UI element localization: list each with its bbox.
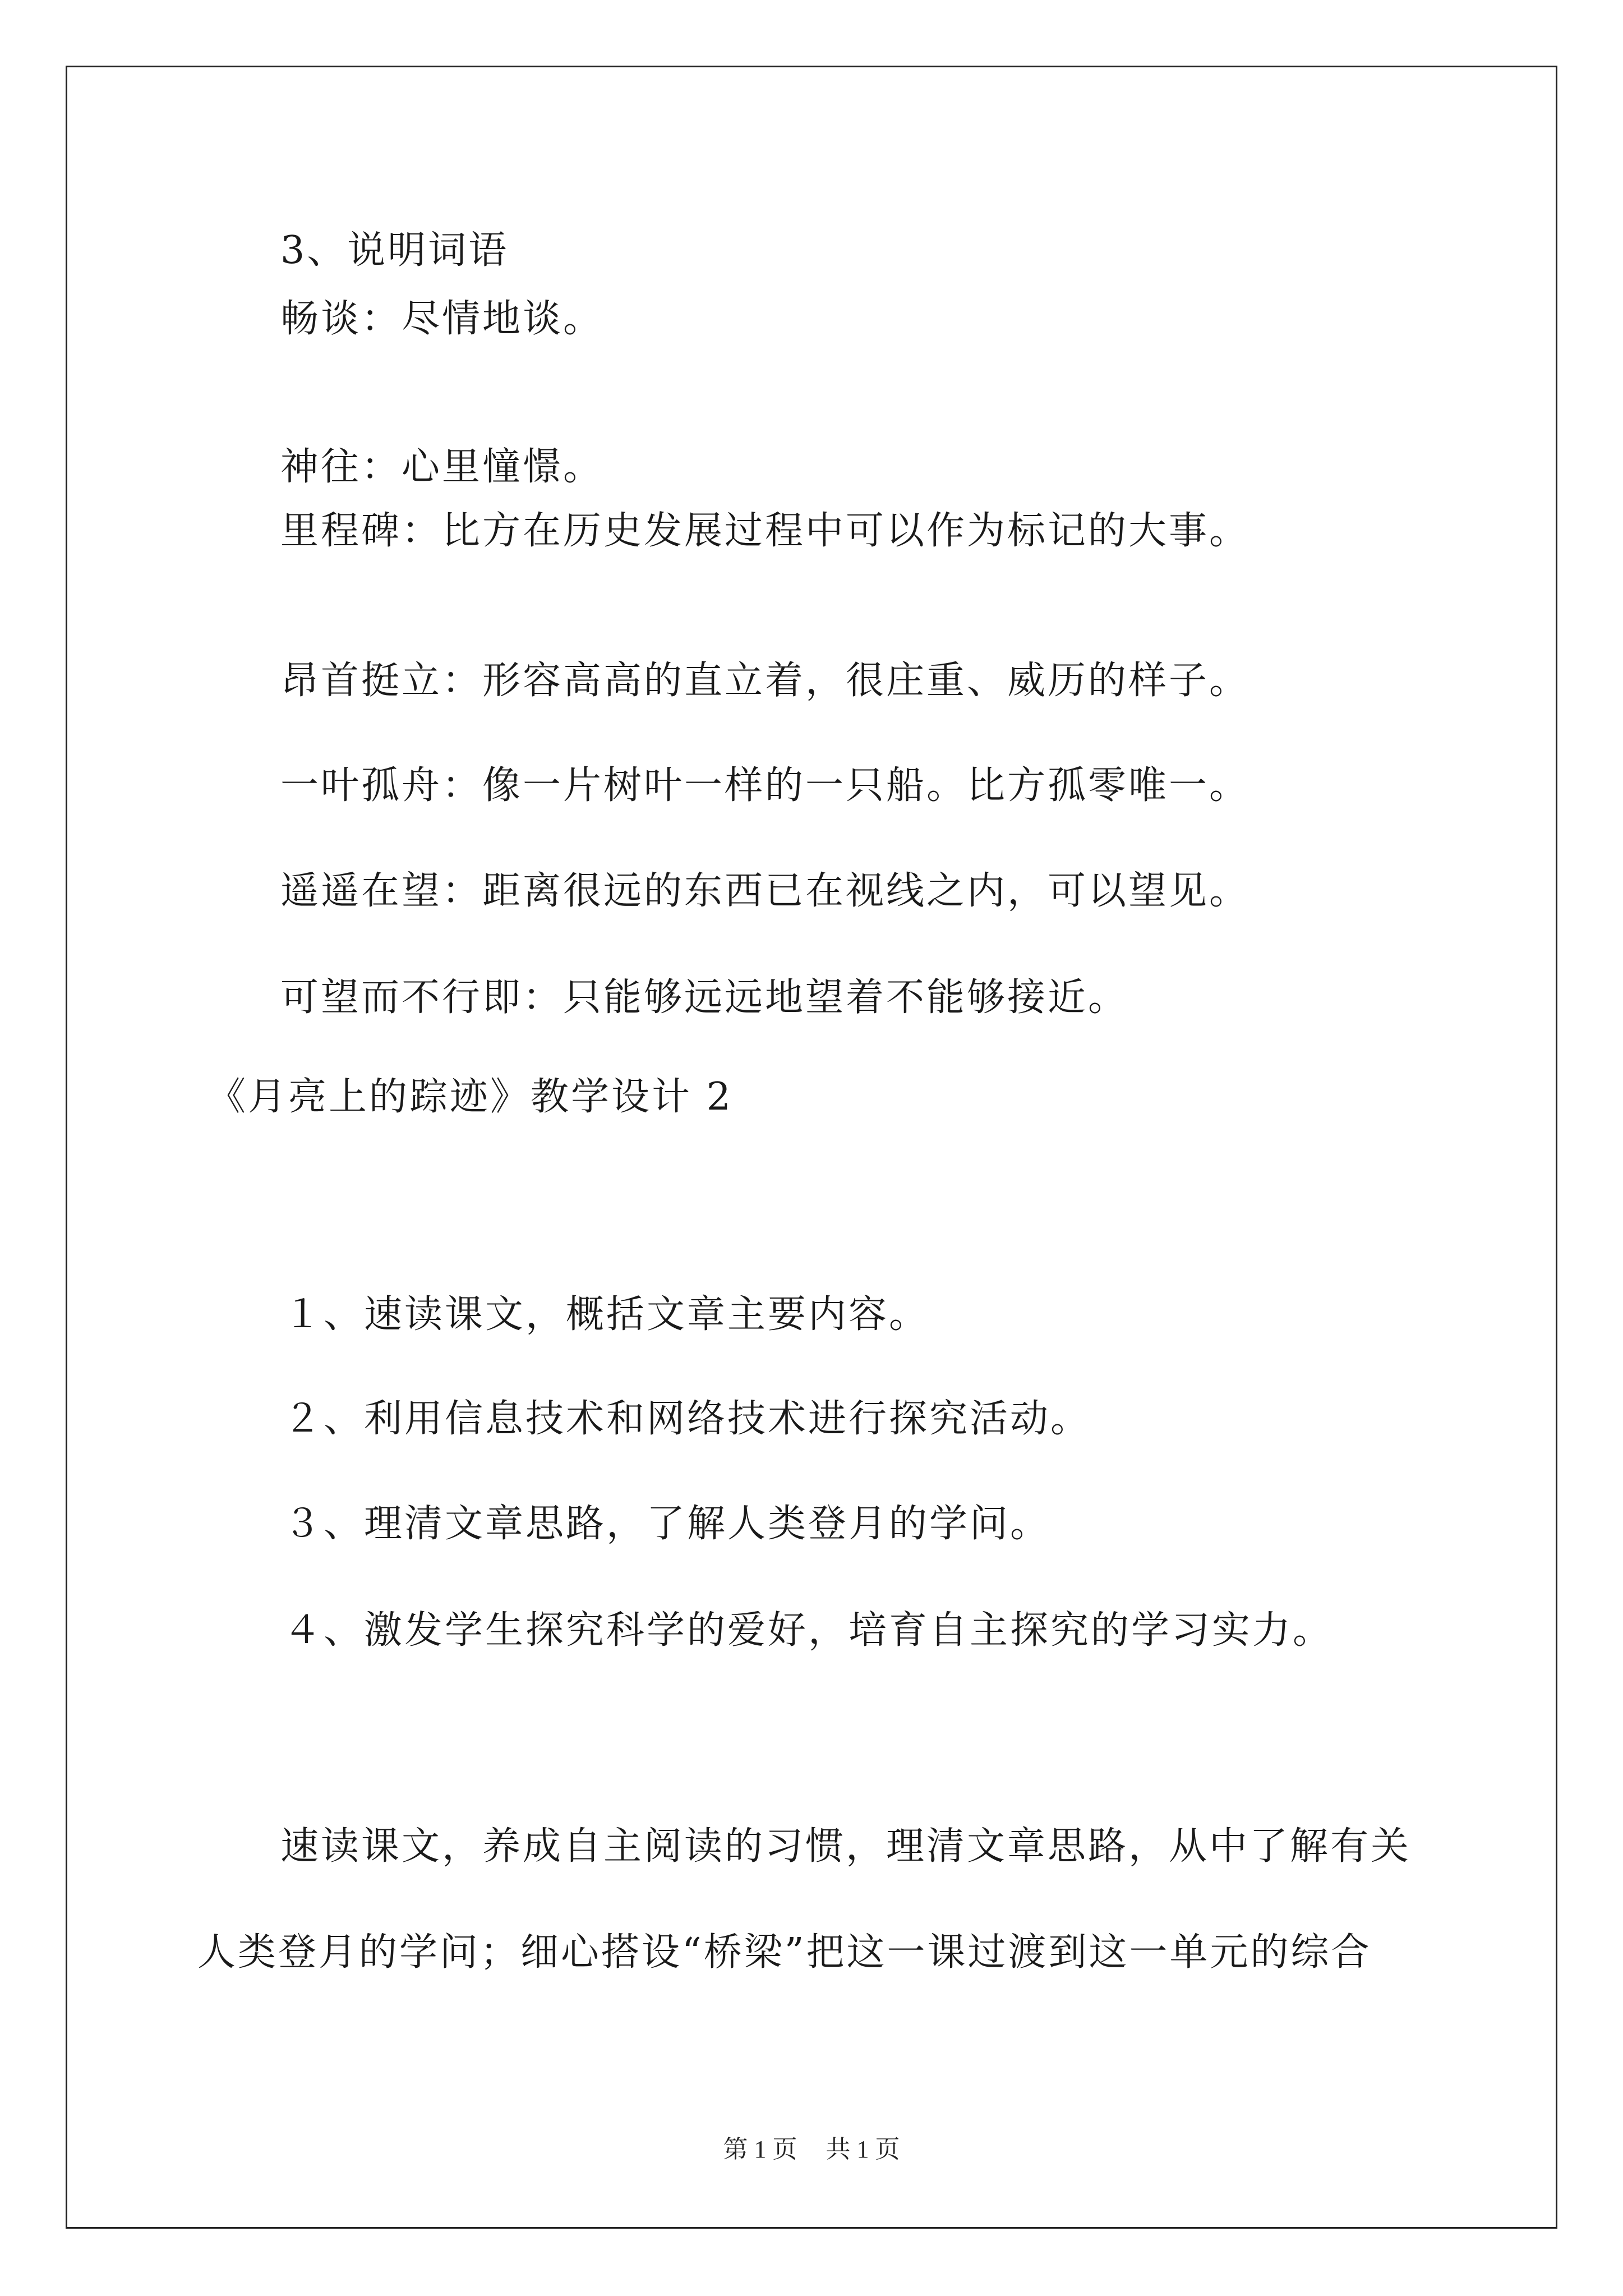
term-section-title: 3、说明词语 (280, 228, 509, 273)
term-angshou: 昂首挺立：形容高高的直立着，很庄重、威历的样子。 (280, 659, 1250, 703)
term-lichengbei: 里程碑：比方在历史发展过程中可以作为标记的大事。 (280, 509, 1250, 553)
term-yiye: 一叶孤舟：像一片树叶一样的一只船。比方孤零唯一。 (280, 763, 1250, 808)
goal-item-2: ２、利用信息技术和网络技术进行探究活动。 (283, 1397, 1091, 1441)
goal-item-4: ４、激发学生探究科学的爱好，培育自主探究的学习实力。 (283, 1608, 1334, 1653)
page-border (66, 66, 1557, 2229)
goal-item-3: ３、理清文章思路，了解人类登月的学问。 (283, 1502, 1051, 1546)
goal-item-1: １、速读课文，概括文章主要内容。 (283, 1292, 930, 1337)
paragraph-line-1: 速读课文，养成自主阅读的习惯，理清文章思路，从中了解有关 (280, 1824, 1412, 1869)
page-number: 第 1 页 (723, 2136, 797, 2163)
page-total: 共 1 页 (826, 2136, 900, 2163)
term-yaoyao: 遥遥在望：距离很远的东西已在视线之内，可以望见。 (280, 869, 1250, 913)
paragraph-line-2: 人类登月的学问；细心搭设“桥梁”把这一课过渡到这一单元的综合 (197, 1930, 1372, 1975)
page-footer (0, 2129, 1623, 2165)
section-heading: 《月亮上的踪迹》教学设计 2 (208, 1075, 733, 1119)
term-changtan: 畅谈：尽情地谈。 (280, 297, 604, 341)
term-kewang: 可望而不行即：只能够远远地望着不能够接近。 (280, 976, 1129, 1020)
term-shenwang: 神往：心里憧憬。 (280, 445, 604, 489)
